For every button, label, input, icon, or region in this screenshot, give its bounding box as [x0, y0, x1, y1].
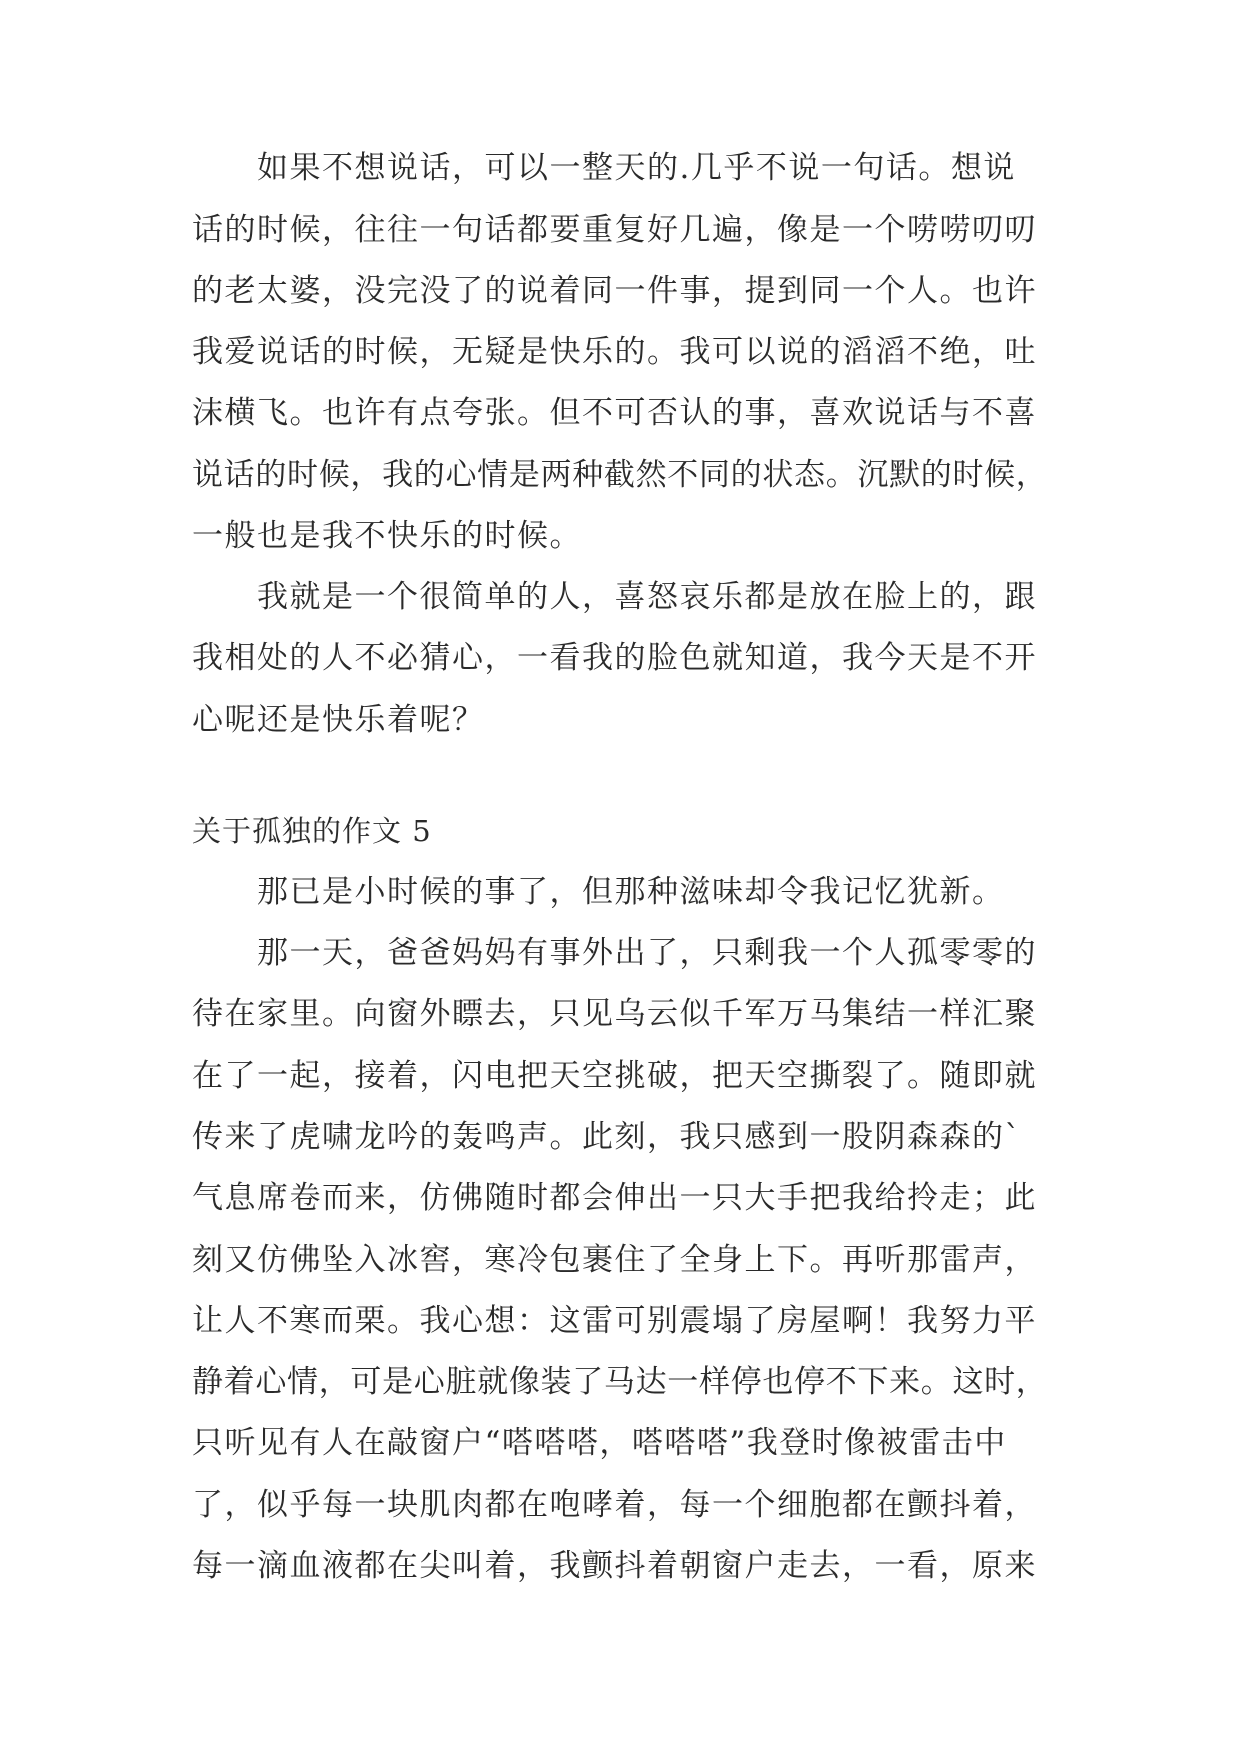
paragraph-2-line-2: 我相处的人不必猜心，一看我的脸色就知道，我今天是不开	[192, 640, 1037, 676]
paragraph-4-line-2: 待在家里。向窗外瞟去，只见乌云似千军万马集结一样汇聚	[192, 996, 1037, 1032]
paragraph-1-line-4: 我爱说话的时候，无疑是快乐的。我可以说的滔滔不绝，吐	[192, 334, 1037, 370]
paragraph-3-line-1: 那已是小时候的事了，但那种滋味却令我记忆犹新。	[257, 874, 1005, 910]
paragraph-4-line-4: 传来了虎啸龙吟的轰鸣声。此刻，我只感到一股阴森森的`	[192, 1119, 1022, 1155]
paragraph-4-line-6: 刻又仿佛坠入冰窖，寒冷包裹住了全身上下。再听那雷声，	[192, 1242, 1037, 1278]
paragraph-4-line-5: 气息席卷而来，仿佛随时都会伸出一只大手把我给拎走；此	[192, 1180, 1037, 1216]
paragraph-4-line-7: 让人不寒而栗。我心想：这雷可别震塌了房屋啊！我努力平	[192, 1303, 1037, 1339]
paragraph-2-line-3: 心呢还是快乐着呢？	[192, 702, 485, 738]
paragraph-1-line-1: 如果不想说话，可以一整天的.几乎不说一句话。想说	[257, 150, 1016, 186]
paragraph-4-line-1: 那一天，爸爸妈妈有事外出了，只剩我一个人孤零零的	[257, 935, 1037, 971]
paragraph-1-line-6: 说话的时候，我的心情是两种截然不同的状态。沉默的时候，	[192, 457, 1048, 493]
section-heading: 关于孤独的作文 5	[192, 814, 432, 848]
paragraph-4-line-8: 静着心情，可是心脏就像装了马达一样停也停不下来。这时，	[192, 1364, 1048, 1400]
paragraph-1-line-2: 话的时候，往往一句话都要重复好几遍，像是一个唠唠叨叨	[192, 212, 1037, 248]
paragraph-4-line-11: 每一滴血液都在尖叫着，我颤抖着朝窗户走去，一看，原来	[192, 1548, 1037, 1584]
paragraph-4-line-3: 在了一起，接着，闪电把天空挑破，把天空撕裂了。随即就	[192, 1058, 1037, 1094]
paragraph-2-line-1: 我就是一个很简单的人，喜怒哀乐都是放在脸上的，跟	[257, 579, 1037, 615]
paragraph-1-line-7: 一般也是我不快乐的时候。	[192, 518, 582, 554]
paragraph-4-line-9: 只听见有人在敲窗户“嗒嗒嗒，嗒嗒嗒”我登时像被雷击中	[192, 1425, 1007, 1461]
paragraph-1-line-3: 的老太婆，没完没了的说着同一件事，提到同一个人。也许	[192, 273, 1037, 309]
paragraph-1-line-5: 沫横飞。也许有点夸张。但不可否认的事，喜欢说话与不喜	[192, 395, 1037, 431]
paragraph-4-line-10: 了，似乎每一块肌肉都在咆哮着，每一个细胞都在颤抖着，	[192, 1487, 1037, 1523]
